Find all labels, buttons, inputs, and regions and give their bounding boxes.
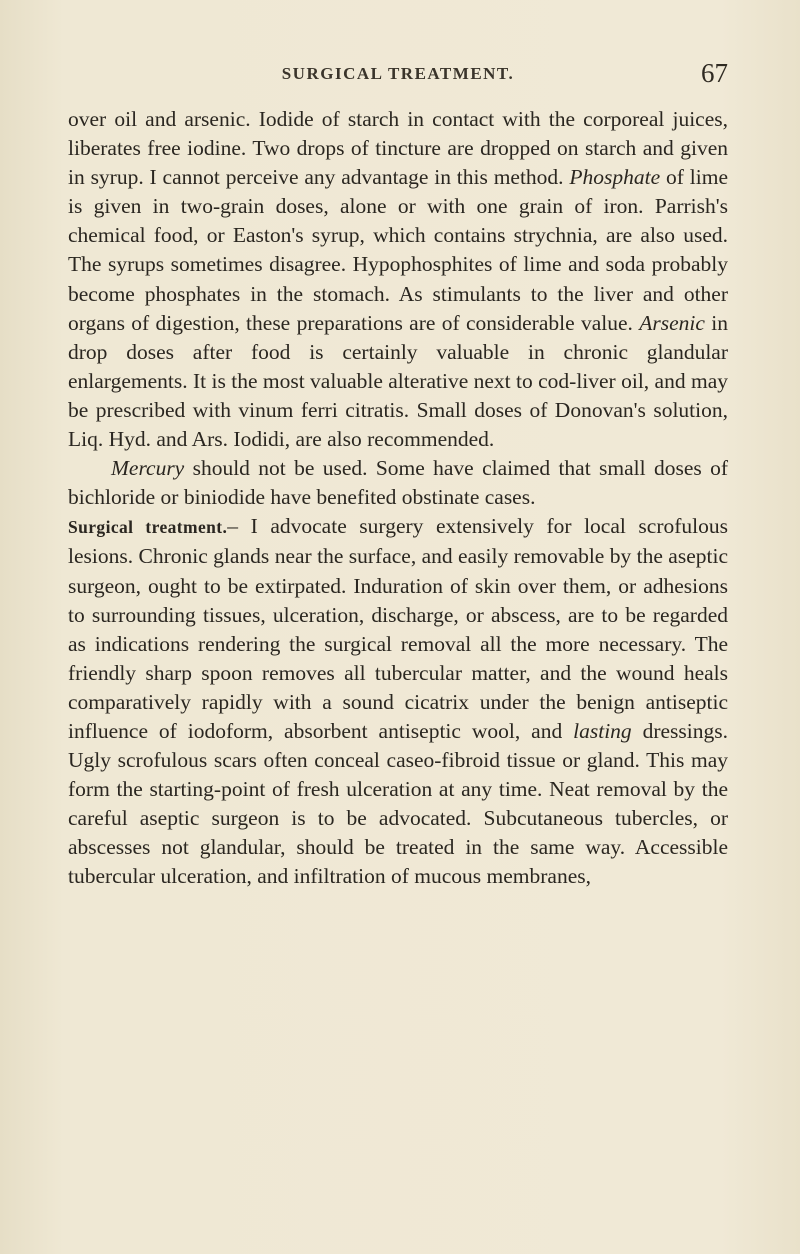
text-run: in drop doses after food is certainly valuable in chronic glandular enlargements. It is the most valuable alterative next to cod-liver oil, and may be prescribed with vinum ferri citratis. Small doses of Donovan's solution, Liq. Hyd. and Ars. Iodidi, are also recommended.	[68, 310, 728, 452]
paragraph-continuation	[68, 105, 728, 454]
italic-term-lasting: lasting	[573, 718, 632, 743]
italic-term-mercury: Mercury	[111, 456, 185, 481]
paragraph-mercury	[68, 454, 728, 512]
section-lead-heading: Surgical treatment.	[68, 517, 228, 538]
running-head: SURGICAL TREATMENT.	[281, 64, 515, 83]
page-number: 67	[701, 58, 728, 88]
text-run: dressings. Ugly scrofulous scars often conceal caseo-fibroid tissue or gland. This may form the starting-point of fresh ulceration at any time. Neat removal by the careful aseptic surgeon is to be advocated. Subcutaneous tubercles, or abscesses not glandular, should be treated in the same way. Accessible tubercular ulceration, and infiltration of mucous membranes,	[68, 718, 728, 889]
text-run: of lime is given in two-grain doses, alone or with one grain of iron. Parrish's chemical food, or Easton's syrup, which contains strychnia, are also used. The syrups sometimes disagree. Hypophosphites of lime and soda probably become phosphates in the stomach. As stimulants to the liver and other organs of digestion, these preparations are of considerable value.	[68, 165, 728, 335]
text-run: – I advocate surgery extensively for local scrofulous lesions. Chronic glands near the surface, and easily removable by the aseptic surgeon, ought to be extirpated. Induration of skin over them, or adhesions to surrounding tissues, ulceration, discharge, or abscess, are to be regarded as indications rendering the surgical removal all the more necessary. The friendly sharp spoon removes all tubercular matter, and the wound heals comparatively rapidly with a sound cicatrix under the benign antiseptic influence of iodoform, absorbent antiseptic wool, and	[68, 514, 728, 743]
paragraph-surgical-treatment	[68, 512, 728, 891]
text-run: over oil and arsenic. Iodide of starch in contact with the corporeal juices, liberates free iodine. Two drops of tincture are dropped on starch and given in syrup. I cannot perceive any advantage in this method.	[68, 107, 728, 190]
text-run: should not be used. Some have claimed that small doses of bichloride or biniodide have benefited obstinate cases.	[68, 456, 728, 510]
page-header	[68, 58, 728, 98]
italic-term-phosphate: Phosphate	[569, 165, 661, 190]
body-text	[68, 105, 728, 892]
italic-term-arsenic: Arsenic	[639, 310, 705, 335]
